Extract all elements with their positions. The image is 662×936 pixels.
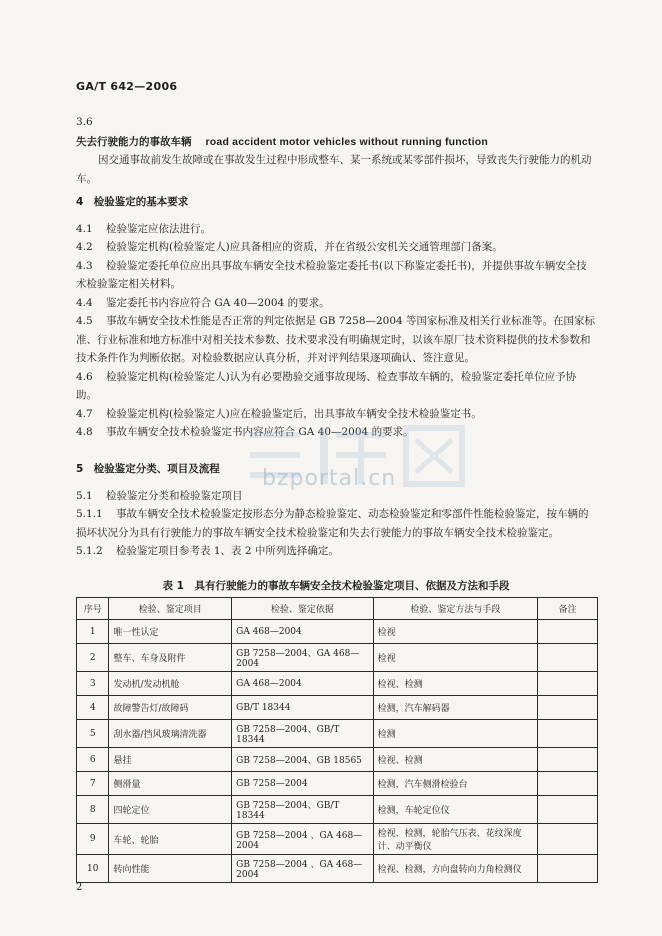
clause-5-1: 5.1 检验鉴定分类和检验鉴定项目 [76, 489, 243, 502]
row-item: 整车、车身及附件 [109, 644, 232, 672]
clause-4-3: 4.3 检验鉴定委托单位应出具事故车辆安全技术检验鉴定委托书(以下称鉴定委托书)，并提供事故车辆安全技术检验鉴定相关材料。 [76, 259, 587, 290]
term-english: road accident motor vehicles without running function [205, 135, 488, 148]
row-basis: GB 7258—2004、GB 18565 [232, 748, 374, 772]
row-note [538, 620, 598, 644]
row-basis: GB 7258—2004、GA 468—2004 [232, 644, 374, 672]
row-basis: GB 7258—2004 、GA 468—2004 [232, 855, 374, 883]
clause-4-7: 4.7 检验鉴定机构(检验鉴定人)应在检验鉴定后，出具事故车辆安全技术检验鉴定书。 [76, 407, 482, 420]
row-note [538, 824, 598, 855]
row-no: 10 [77, 855, 109, 883]
section-5-heading: 5 检验鉴定分类、项目及流程 [76, 463, 220, 475]
row-item: 车轮、轮胎 [109, 824, 232, 855]
row-method: 检视 [373, 620, 538, 644]
row-no: 5 [77, 720, 109, 748]
row-method: 检测 [373, 720, 538, 748]
row-item: 四轮定位 [109, 796, 232, 824]
page-number: 2 [76, 882, 83, 893]
table-header-row [77, 598, 598, 620]
standard-code: GA/T 642—2006 [76, 80, 178, 93]
row-note [538, 772, 598, 796]
section-3-6-number: 3.6 [76, 116, 93, 128]
row-note [538, 748, 598, 772]
row-item: 发动机/发动机舱 [109, 672, 232, 696]
row-item: 刮水器/挡风玻璃清洗器 [109, 720, 232, 748]
header-note: 备注 [538, 598, 598, 620]
section-4 [76, 193, 596, 442]
clause-5-1-2: 5.1.2 检验鉴定项目参考表 1、表 2 中所列选择确定。 [76, 545, 339, 557]
header-no: 序号 [77, 598, 109, 620]
table-1 [76, 597, 598, 883]
table-row [77, 796, 598, 824]
row-method: 检测，汽车侧滑检验台 [373, 772, 538, 796]
row-basis: GA 468—2004 [232, 672, 374, 696]
table-1-caption: 表 1 具有行驶能力的事故车辆安全技术检验鉴定项目、依据及方法和手段 [162, 580, 510, 592]
row-method: 检测，汽车解码器 [373, 696, 538, 720]
row-note [538, 796, 598, 824]
term-definition: 因交通事故前发生故障或在事故发生过程中形成整车、某一系统或某零部件损坏，导致丧失行驶能力的机动车。 [76, 154, 592, 185]
row-no: 1 [77, 620, 109, 644]
row-item: 唯一性认定 [109, 620, 232, 644]
clause-4-4: 4.4 鉴定委托书内容应符合 GA 40—2004 的要求。 [76, 296, 330, 309]
row-item: 侧滑量 [109, 772, 232, 796]
row-no: 7 [77, 772, 109, 796]
clause-4-6: 4.6 检验鉴定机构(检验鉴定人)认为有必要勘验交通事故现场、检查事故车辆的，检验鉴定委托单位应予协助。 [76, 370, 577, 401]
section-4-heading: 4 检验鉴定的基本要求 [76, 196, 189, 208]
row-basis: GB 7258—2004、GB/T 18344 [232, 720, 374, 748]
row-item: 转向性能 [109, 855, 232, 883]
row-no: 3 [77, 672, 109, 696]
header-basis: 检验、鉴定依据 [232, 598, 374, 620]
row-no: 8 [77, 796, 109, 824]
table-row [77, 748, 598, 772]
row-method: 检视、检测 [373, 672, 538, 696]
row-method: 检视、检测，轮胎气压表、花纹深度计、动平衡仪 [373, 824, 538, 855]
table-row [77, 720, 598, 748]
table-row [77, 672, 598, 696]
row-no: 4 [77, 696, 109, 720]
row-basis: GA 468—2004 [232, 620, 374, 644]
row-item: 故障警告灯/故障码 [109, 696, 232, 720]
row-basis: GB/T 18344 [232, 696, 374, 720]
row-note [538, 672, 598, 696]
clause-4-2: 4.2 检验鉴定机构(检验鉴定人)应具备相应的资质，并在省级公安机关交通管理部门备案。 [76, 241, 503, 253]
row-basis: GB 7258—2004 [232, 772, 374, 796]
clause-5-1-1: 5.1.1 事故车辆安全技术检验鉴定按形态分为静态检验鉴定、动态检验鉴定和零部件性能检验鉴定，按车辆的损坏状况分为具有行驶能力的事故车辆安全技术检验鉴定和失去行驶能力的事故车辆安全技术检验鉴定。 [76, 508, 589, 539]
table-row [77, 696, 598, 720]
row-method: 检视 [373, 644, 538, 672]
row-no: 9 [77, 824, 109, 855]
clause-4-1: 4.1 检验鉴定应依法进行。 [76, 222, 211, 235]
term-chinese: 失去行驶能力的事故车辆 [76, 135, 192, 148]
row-method: 检视、检测 [373, 748, 538, 772]
header-item: 检验、鉴定项目 [109, 598, 232, 620]
row-note [538, 644, 598, 672]
header-method: 检验、鉴定方法与手段 [373, 598, 538, 620]
row-basis: GB 7258—2004 、GA 468—2004 [232, 824, 374, 855]
row-method: 检测，车轮定位仪 [373, 796, 538, 824]
row-note [538, 855, 598, 883]
section-3-6-term [76, 133, 596, 152]
row-no: 2 [77, 644, 109, 672]
table-row [77, 855, 598, 883]
watermark-text: bzportal.cn [262, 466, 397, 491]
row-item: 悬挂 [109, 748, 232, 772]
row-no: 6 [77, 748, 109, 772]
clause-4-5: 4.5 事故车辆安全技术性能是否正常的判定依据是 GB 7258—2004 等国家标准及相关行业标准等。在国家标准、行业标准和地方标准中对相关技术参数、技术要求没有明确规定时，以该车原厂技术资料提供的技术参数和技术条件作为判断依据。对检验数据应认真分析，并对评判结果逐项确认、签注意见。 [76, 315, 596, 364]
table-row [77, 644, 598, 672]
table-row [77, 824, 598, 855]
section-3-6 [76, 113, 596, 188]
clause-4-8: 4.8 事故车辆安全技术检验鉴定书内容应符合 GA 40—2004 的要求。 [76, 426, 414, 438]
table-row [77, 620, 598, 644]
row-basis: GB 7258—2004、GB/T 18344 [232, 796, 374, 824]
row-method: 检视、检测，方向盘转向力角检测仪 [373, 855, 538, 883]
table-row [77, 772, 598, 796]
row-note [538, 720, 598, 748]
row-note [538, 696, 598, 720]
